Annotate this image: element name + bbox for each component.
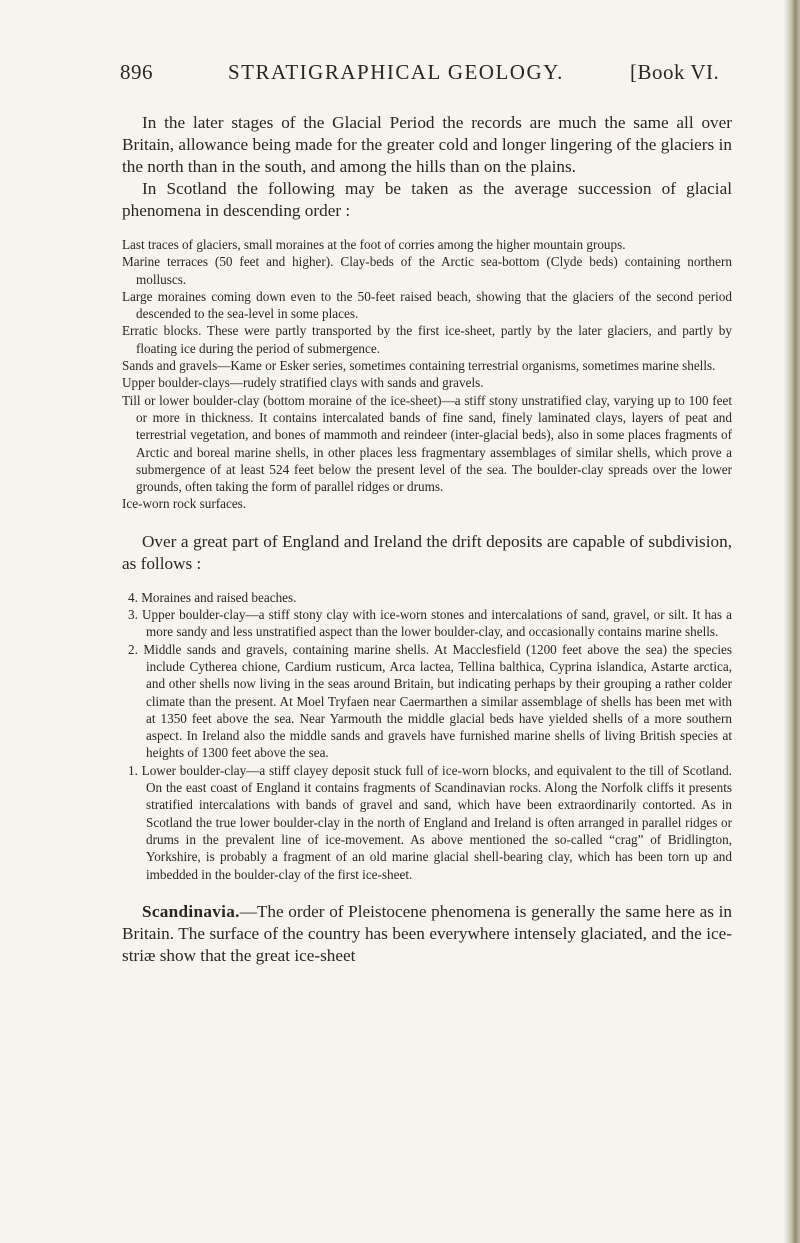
list-item: Large moraines coming down even to the 50-feet raised beach, showing that the glaciers of the second period descended to the sea-level in some places. xyxy=(122,288,732,322)
page-body xyxy=(122,112,732,967)
list-item: Marine terraces (50 feet and higher). Clay-beds of the Arctic sea-bottom (Clyde beds) containing northern molluscs. xyxy=(122,254,732,287)
list-item: Till or lower boulder-clay (bottom moraine of the ice-sheet)—a stiff stony unstratified clay, varying up to 100 feet or more in thickness. It contains intercalated bands of fine sand, finely laminated clays, layers of peat and terrestrial vegetation, and bones of mammoth and reindeer (inter-glacial beds), also in some places fragments of Arctic and boreal marine shells, in other places less fragmentary assemblages of similar shells, which prove a submergence of at least 524 feet below the present level of the sea. The boulder-clay spreads over the lower grounds, often taking the form of parallel ridges or drums. xyxy=(122,392,732,495)
running-header xyxy=(120,60,730,90)
list-item xyxy=(122,641,732,762)
item-text: Middle sands and gravels, containing marine shells. At Macclesfield (1200 feet above the sea) the species include Cytherea chione, Cardium rusticum, Arca lactea, Tellina balthica, Cyprina islandica, Astarte arctica, and other shells now living in the seas around Britain, but indicating perhaps by their grouping a rather colder climate than the present. At Moel Tryfaen near Caermarthen a similar assemblage of shells has been met with at 1350 feet above the sea. Near Yarmouth the middle glacial beds have yielded shells of a more southern aspect. In Ireland also the middle sands and gravels have furnished marine shells of living British species at heights of 1300 feet above the sea. xyxy=(143,641,733,761)
intro-paragraph-2: In Scotland the following may be taken as the average succession of glacial phenomena in descending order : xyxy=(122,179,732,220)
item-text: Moraines and raised beaches. xyxy=(141,589,297,605)
list-item: Sands and gravels—Kame or Esker series, sometimes containing terrestrial organisms, sometimes marine shells. xyxy=(122,358,716,374)
list-item: Last traces of glaciers, small moraines at the foot of corries among the higher mountain groups. xyxy=(122,237,626,252)
item-number: 1. xyxy=(128,762,138,778)
england-paragraph: Over a great part of England and Ireland the drift deposits are capable of subdivision, as follows : xyxy=(122,531,732,573)
list-item xyxy=(122,762,732,883)
book-label: [Book VI. xyxy=(630,60,720,84)
running-title: STRATIGRAPHICAL GEOLOGY. xyxy=(228,60,564,84)
list-item: Erratic blocks. These were partly transported by the first ice-sheet, partly by the later glaciers, and partly by floating ice during the period of submergence. xyxy=(122,323,732,356)
item-number: 3. xyxy=(128,607,138,623)
item-text: Upper boulder-clay—a stiff stony clay with ice-worn stones and intercalations of sand, gravel, or silt. It has a more sandy and less unstratified aspect than the lower boulder-clay, and occasionally contains marine shells. xyxy=(142,607,732,640)
item-number: 4. xyxy=(128,589,138,605)
list-item xyxy=(122,606,732,641)
scotland-succession-list xyxy=(122,236,732,513)
scandinavia-paragraph xyxy=(122,901,732,967)
page-number: 896 xyxy=(120,60,153,84)
england-subdivision-list xyxy=(122,589,732,883)
page-edge-shadow xyxy=(784,0,800,1243)
item-text: Lower boulder-clay—a stiff clayey deposit stuck full of ice-worn blocks, and equivalent to the till of Scotland. On the east coast of England it contains fragments of Scandinavian rocks. Along the Norfolk cliffs it presents stratified intercalations with bands of gravel and sand, which have been extraordinarily contorted. As in Scotland the true lower boulder-clay in the north of England and Ireland is often arranged in parallel ridges or drums in the prevalent line of ice-movement. As above mentioned the so-called “crag” of Bridlington, Yorkshire, is probably a fragment of an old marine glacial shell-bearing clay, which has been torn up and imbedded in the boulder-clay of the first ice-sheet. xyxy=(141,762,733,882)
intro-paragraph-1: In the later stages of the Glacial Period the records are much the same all over Britain, allowance being made for the greater cold and longer lingering of the glaciers in the north than in the south, and among the hills than on the plains. xyxy=(122,113,732,176)
scandinavia-text: —The order of Pleistocene phenomena is generally the same here as in Britain. The surface of the country has been everywhere intensely glaciated, and the ice-striæ show that the great ice-sheet xyxy=(122,901,732,965)
list-item xyxy=(122,589,732,606)
scandinavia-heading: Scandinavia. xyxy=(142,901,240,921)
item-number: 2. xyxy=(128,641,138,657)
list-item: Ice-worn rock surfaces. xyxy=(122,496,247,512)
list-item: Upper boulder-clays—rudely stratified clays with sands and gravels. xyxy=(122,375,484,391)
